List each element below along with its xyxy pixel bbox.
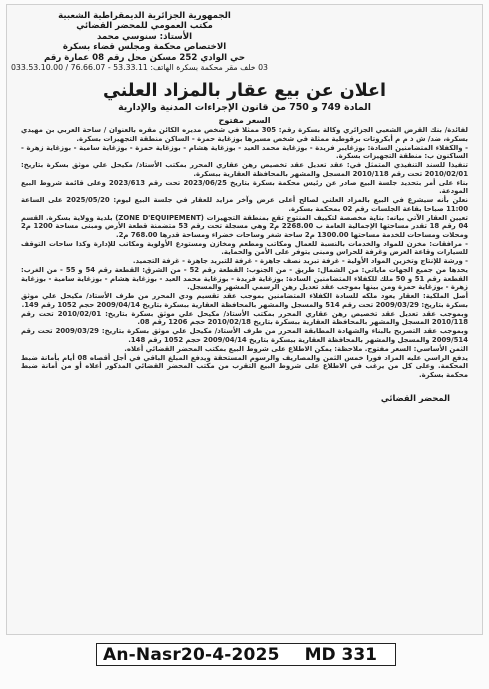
paragraph: - والكفلاء المتضامنين السادة: بوزغايبر فريدة - بوزغاية محمد العيد - بوزغاية هشام - بوزغاية حمزة - بوزغاية سامية - بوزغاية زهرة - الساكنون ب: منطقة التجهيزات بسكرة. bbox=[21, 143, 468, 161]
paragraph: تنفيذا للسند التنفيذي المتمثل في: عقد تعديل عقد تخصيص رهن عقاري المحرر بمكتب الأستاذ/ مكيحل علي موثق بسكرة بتاريخ: 2010/02/01 تحت رقم 2010/118 المسجل والمشهر بالمحافظة العقارية ببسكرة. bbox=[21, 161, 468, 178]
paragraph: يحدها من جميع الجهات ماياتي: من الشمال: طريق - من الجنوب: القطعة رقم 52 - من الشرق: القطعة رقم 54 و 55 - من الغرب: القطعة رقم 51 و 50 ملك للكفلاء المتضامنين السادة: بوزغاية فريدة - بوزغاية محمد العيد - بوزغاية هشام - بوزغاية سامية - بوزغاية زهرة - بوزغاية حمزة ومن بينها بموجب عقد تعديل رهن الرسمي المشهر والمسجل. bbox=[21, 266, 468, 292]
paragraph: يدفع الراسي عليه المزاد فورا خمس الثمن والمصاريف والرسوم المستحقة ويدفع المبلغ الباقي في أجل أقصاه 08 أيام بأمانة ضبط المحكمة. وعلى كل من يرغب في الاطلاع على شروط البيع التقرب من مكتب المحضر القضائي المذكور أعلاه أو من أمانة ضبط محكمة بسكرة. bbox=[21, 353, 468, 379]
publication-code: MD 331 bbox=[304, 644, 377, 665]
publication-footer bbox=[96, 643, 396, 666]
header-republic: الجمهورية الجزائرية الديمقراطية الشعبية bbox=[58, 11, 231, 21]
paragraph: تعيين العقار الآتي بيانه: بناية مخصصة لتكييف المنتوج تقع بمنطقة التجهيزات (ZONE D'EQUIPEMENT) بلدية وولاية بسكرة. القسم 04 رقم 18 تقدر مساحتها الإجمالية العامة ب 2268.00 م2 وهي مسجلة تحت رقم 53 متضمنة قطعة الأرض ومبنى مساحة 1200 م2 ومحلات ومساحات للخدمة مساحتها 1300.00 م2 ساحة شغر وساحات خضراء ومساحة قدرها 768.00 م2. bbox=[21, 213, 469, 239]
paragraph: وبموجب عقد التصريح بالبناء والشهادة المطابقة المحرر من طرف الأستاذ/ مكيحل علي موثق بسكرة بتاريخ: 2009/03/29 تحت رقم 2009/514 والمسجل والمشهر بالمحافظة العقارية ببسكرة بتاريخ 2009/04/14 حجم 1052 رقم 148. bbox=[21, 327, 469, 344]
notice-subtitle: المادة 749 و 750 من قانون الإجراءات المدنية والإدارية bbox=[118, 102, 371, 114]
header-address: حي الوادي 252 مسكن محل رقم 08 عمارة رقم bbox=[43, 52, 246, 63]
paragraph: - مرافقات: مخزن للمواد والخدمات بالنسبة للعمال ومكاتب ومطعم ومخازن ومستودع الأولوية ومكاتب للإدارة وكذا ساحات التوقف للسيارات وقاعة العرض وغرفة للحراس ومبنى يتوفر على الأمن والحماية. bbox=[21, 239, 468, 257]
paragraph: وبموجب عقد تعديل عقد تخصيص رهن عقاري المحرر بمكتب الأستاذ/ مكيحل علي موثق بسكرة بتاريخ: 2010/02/01 تحت رقم 2010/118 المسجل والمشهر بالمحافظة العقارية ببسكرة بتاريخ 2010/02/18 حجم 1206 رقم 08. bbox=[21, 309, 468, 327]
header-contact: 03 خلف مقر محكمة بسكرة الهاتف: 53.33.11 - 76.66.07 / 033.53.10.00 bbox=[10, 63, 268, 73]
paragraph: لفائدة/ بنك القرض الشعبي الجزائري وكالة بسكرة رقم: 305 ممثلا في شخص مديره الكائن مقره بالعنوان / ساحة العربي بن مهيدي بسكرة، ضد/ ش ذ م م أبكروتات برقوطية ممثلة في شخص مسيرها بوزغاية حمزة - الساكن منطقة التجهيزات بسكرة. bbox=[21, 126, 468, 143]
header-jurisdiction: الاختصاص محكمة ومجلس قضاء بسكرة bbox=[62, 42, 227, 53]
header-master: الأستاذ: سنوسي محمد bbox=[96, 31, 193, 42]
paragraph: بناء على أمر بتحديد جلسة البيع صادر عن رئيس محكمة بسكرة بتاريخ 2023/06/25 تحت رقم 2023/613 وعلى قائمة شروط البيع المودعة. bbox=[21, 178, 468, 196]
legal-notice bbox=[6, 4, 483, 635]
paragraph: أصل الملكية: العقار يعود ملكه للسادة الكفلاء المتضامنين بموجب عقد تقسيم ودي المحرر من طرف الأستاذ/ مكيحل علي موثق بسكرة بتاريخ: 2009/03/29 تحت رقم 514 والمسجل والمشهر بالمحافظة العقارية ببسكرة بتاريخ 2009/04/14 حجم 1052 رقم 149. bbox=[21, 292, 468, 309]
signature-line: المحضر القضائي bbox=[380, 393, 450, 404]
publication-reference: An-Nasr20-4-2025 bbox=[103, 644, 280, 665]
header-office: مكتب العمومي للمحضر القضائي bbox=[76, 21, 213, 32]
notice-title: اعلان عن بيع عقار بالمزاد العلني bbox=[103, 81, 386, 102]
paragraph: نعلن بأنه سيشرع في البيع بالمزاد العلني لصالح أعلى عرض وآخر مزايد للعقار في جلسة البيع ليوم: 2025/05/20 على الساعة 11:00 صباحا بقاعة الجلسات رقم 02 بمحكمة بسكرة. bbox=[21, 196, 468, 213]
paragraph: الثمن الأساسي: السعر مفتوح. ملاحظة: يمكن الاطلاع على شروط البيع بمكتب المحضر القضائي أعلاه. bbox=[124, 344, 468, 353]
notice-body bbox=[21, 126, 468, 379]
price-heading: السعر مفتوح bbox=[218, 115, 271, 126]
paragraph: - ورشة للإنتاج وتخزين المواد الأولية - غرفة تبريد نصف جاهزة - غرفة للتبريد جاهزة - غرفة التجميد. bbox=[132, 257, 468, 266]
